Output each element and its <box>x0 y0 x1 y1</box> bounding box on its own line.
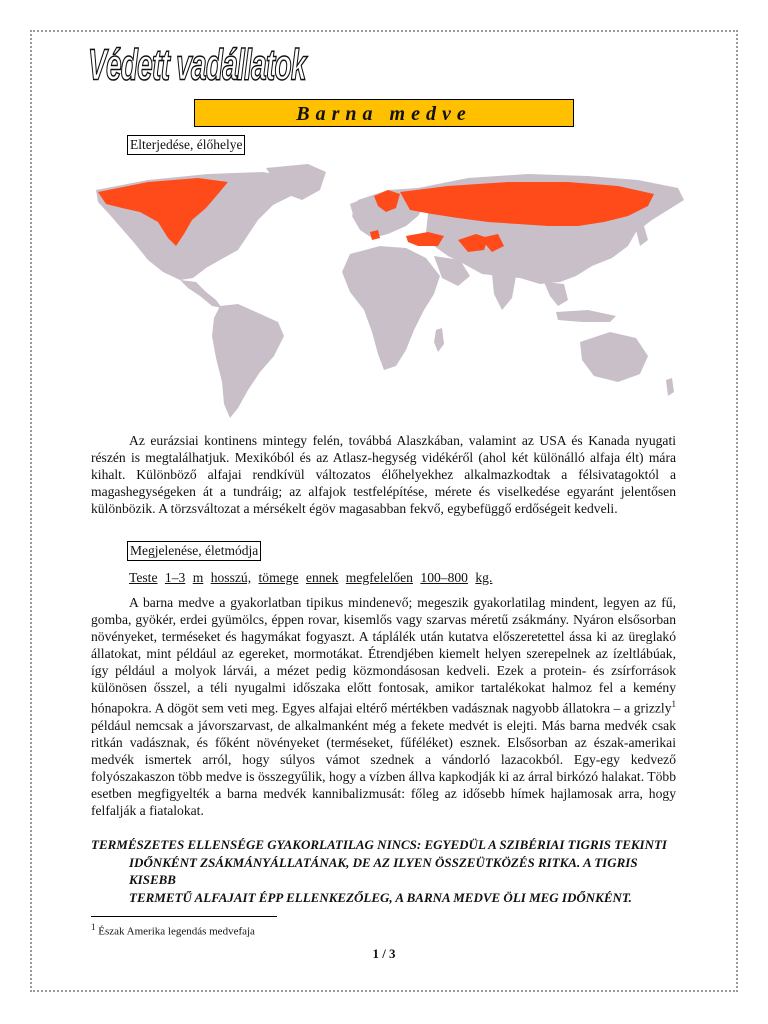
enemies-line-1: TERMÉSZETES ELLENSÉGE GYAKORLATILAG NINCS: EGYEDÜL A SZIBÉRIAI TIGRIS TEKINTI <box>91 837 667 852</box>
size-word: hosszú, <box>210 570 252 585</box>
size-word: tömege <box>258 570 299 585</box>
section-label-appearance: Megjelenése, életmódja <box>127 541 261 561</box>
africa <box>342 246 440 370</box>
size-word: kg. <box>475 570 493 585</box>
new-zealand <box>666 378 674 396</box>
enemies-line-2: IDŐNKÉNT ZSÁKMÁNYÁLLATÁNAK, DE AZ ILYEN ÖSSZEÜTKÖZÉS RITKA. A TIGRIS KISEBB <box>129 854 638 887</box>
australia <box>580 332 648 382</box>
enemies-paragraph <box>91 836 677 906</box>
paragraph-distribution-text: Az eurázsiai kontinens mintegy felén, továbbá Alaszkában, valamint az USA és Kanada nyugati részén is megtalálhatjuk. Mexikóból és az Atlasz-hegység vidékéről (ahol két különálló alfaja élt) mára kihalt. Különböző alfajai rendkívül változatos élőhelyekhez alkalmazkodtak a félsivatagoktól a magashegységeken át a tundráig; az alfajok testfelépítése, mérete és viselkedése egyaránt jelentősen különbözik. A törzsváltozat a mérsékelt égöv magasabban fekvő, egybefüggő erdőségeit kedveli. <box>91 433 676 516</box>
south-america <box>212 304 284 418</box>
enemies-line-3: TERMETŰ ALFAJAIT ÉPP ELLENKEZŐLEG, A BARNA MEDVE ÖLI MEG IDŐNKÉNT. <box>129 889 632 905</box>
section-label-distribution: Elterjedése, élőhelye <box>127 135 245 155</box>
southeast-asia <box>544 282 568 306</box>
paragraph-lifestyle <box>91 594 676 819</box>
paragraph-lifestyle-text-a: A barna medve a gyakorlatban tipikus mindenevő; megeszik gyakorlatilag mindent, legyen az fű, gomba, gyökér, erdei gyümölcs, éppen rovar, kisemlős vagy szarvas méretű zsákmány. Nyáron elsősorban növényeket, terméseket és hagymákat fogyaszt. A táplálék után kutatva előszeretettel ássa ki az üreglakó állatokat, mint például az egereket, mormotákat. Étrendjében kiemelt helyen szerepelnek az ízeltlábúak, így például a molyok lárvái, a mézet pedig közmondásosan kedveli. Ezek a protein- és zsírforrások különösen ősszel, a téli nyugalmi időszaka előtt fontosak, amikor tartalékokat halmoz fel a kemény hónapokra. A dögöt sem veti meg. Egyes alfajai eltérő mértékben vadásznak nagyobb állatokra – a grizzly <box>91 595 676 716</box>
paragraph-lifestyle-text-b: például nemcsak a jávorszarvast, de alkalmanként még a fekete medvét is elejti. Más barna medvék csak ritkán vadásznak, és főként növényeket (terméseket, fűféléket) esznek. Elsősorban az észak-amerikai medvék ismertek arról, hogy súlyos vámot szednek a vándorló lazacokból. Egy-egy kedvező folyószakaszon több medve is összegyűlik, hogy a vízben állva kapkodják ki az árral birkózó halakat. Több esetben megfigyelték a barna medvék kannibalizmusát: főleg az idősebb hímek hajlamosak arra, hogy felfalják a fiatalokat. <box>91 717 676 818</box>
size-word: 1–3 <box>164 570 186 585</box>
page-number: 1 / 3 <box>372 946 396 961</box>
header-art-title: Védett vadállatok <box>88 40 306 90</box>
footnote-reference[interactable]: 1 <box>671 699 676 709</box>
size-word: Teste <box>129 570 158 585</box>
size-word: ennek <box>305 570 339 585</box>
central-america <box>180 280 222 308</box>
size-line <box>129 570 496 586</box>
footnote <box>91 922 255 938</box>
footnote-rule <box>91 916 277 917</box>
footnote-number: 1 <box>91 922 96 932</box>
paragraph-distribution <box>91 432 676 517</box>
size-word: m <box>192 570 204 585</box>
size-word: megfelelően <box>345 570 413 585</box>
range-map <box>88 160 688 425</box>
size-word: 100–800 <box>420 570 468 585</box>
page-title: Barna medve <box>194 99 574 127</box>
footnote-text: Észak Amerika legendás medvefaja <box>98 925 255 938</box>
madagascar <box>434 328 444 352</box>
india <box>492 274 516 310</box>
indonesia <box>556 310 616 322</box>
